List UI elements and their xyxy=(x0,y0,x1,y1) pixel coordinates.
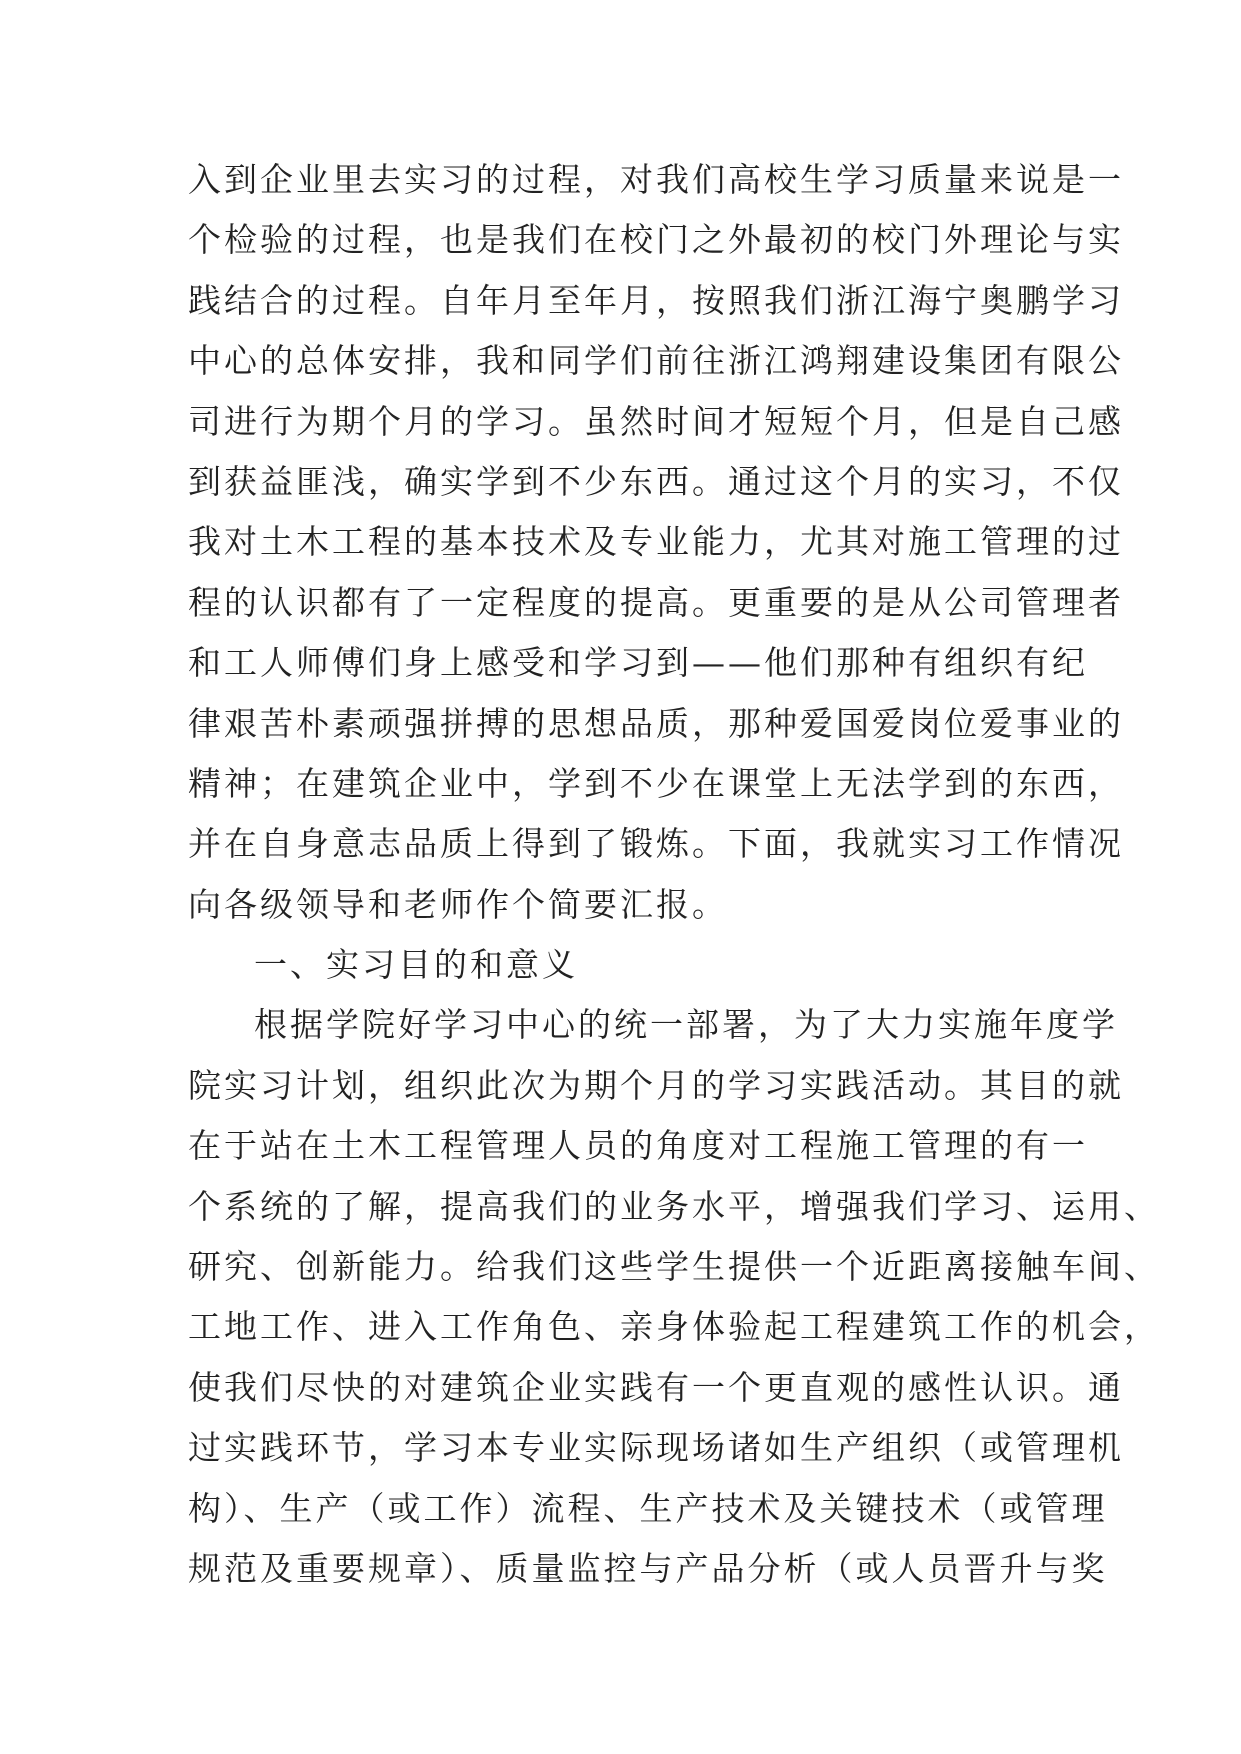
text-line: 精神；在建筑企业中，学到不少在课堂上无法学到的东西， xyxy=(188,763,1124,803)
text-line: 个检验的过程，也是我们在校门之外最初的校门外理论与实 xyxy=(188,220,1124,260)
text-line: 研究、创新能力。给我们这些学生提供一个近距离接触车间、 xyxy=(188,1247,1160,1287)
text-line: 中心的总体安排，我和同学们前往浙江鸿翔建设集团有限公 xyxy=(188,341,1124,381)
text-line: 入到企业里去实习的过程，对我们高校生学习质量来说是一 xyxy=(188,160,1124,199)
text-line: 在于站在土木工程管理人员的角度对工程施工管理的有一 xyxy=(188,1126,1088,1166)
section-heading: 一、实习目的和意义 xyxy=(254,945,578,985)
text-line: 向各级领导和老师作个简要汇报。 xyxy=(188,884,728,924)
text-line: 到获益匪浅，确实学到不少东西。通过这个月的实习，不仅 xyxy=(188,461,1124,501)
text-line: 和工人师傅们身上感受和学习到——他们那种有组织有纪 xyxy=(188,643,1088,683)
text-line: 构）、生产（或工作）流程、生产技术及关键技术（或管理 xyxy=(188,1488,1108,1528)
body-text xyxy=(188,150,1160,1599)
text-line: 规范及重要规章）、质量监控与产品分析（或人员晋升与奖 xyxy=(188,1548,1108,1588)
text-line: 程的认识都有了一定程度的提高。更重要的是从公司管理者 xyxy=(188,582,1124,622)
text-line: 司进行为期个月的学习。虽然时间才短短个月，但是自己感 xyxy=(188,401,1124,441)
text-line: 过实践环节，学习本专业实际现场诸如生产组织（或管理机 xyxy=(188,1428,1124,1468)
text-line: 我对土木工程的基本技术及专业能力，尤其对施工管理的过 xyxy=(188,522,1124,562)
text-line: 个系统的了解，提高我们的业务水平，增强我们学习、运用、 xyxy=(188,1186,1160,1226)
text-line: 并在自身意志品质上得到了锻炼。下面，我就实习工作情况 xyxy=(188,824,1124,864)
text-line: 使我们尽快的对建筑企业实践有一个更直观的感性认识。通 xyxy=(188,1367,1124,1407)
paragraph-first-line: 根据学院好学习中心的统一部署，为了大力实施年度学 xyxy=(254,1005,1118,1045)
text-line: 工地工作、进入工作角色、亲身体验起工程建筑工作的机会， xyxy=(188,1307,1160,1347)
text-line: 院实习计划，组织此次为期个月的学习实践活动。其目的就 xyxy=(188,1065,1124,1105)
text-line: 践结合的过程。自年月至年月，按照我们浙江海宁奥鹏学习 xyxy=(188,280,1124,320)
text-line: 律艰苦朴素顽强拼搏的思想品质，那种爱国爱岗位爱事业的 xyxy=(188,703,1124,743)
